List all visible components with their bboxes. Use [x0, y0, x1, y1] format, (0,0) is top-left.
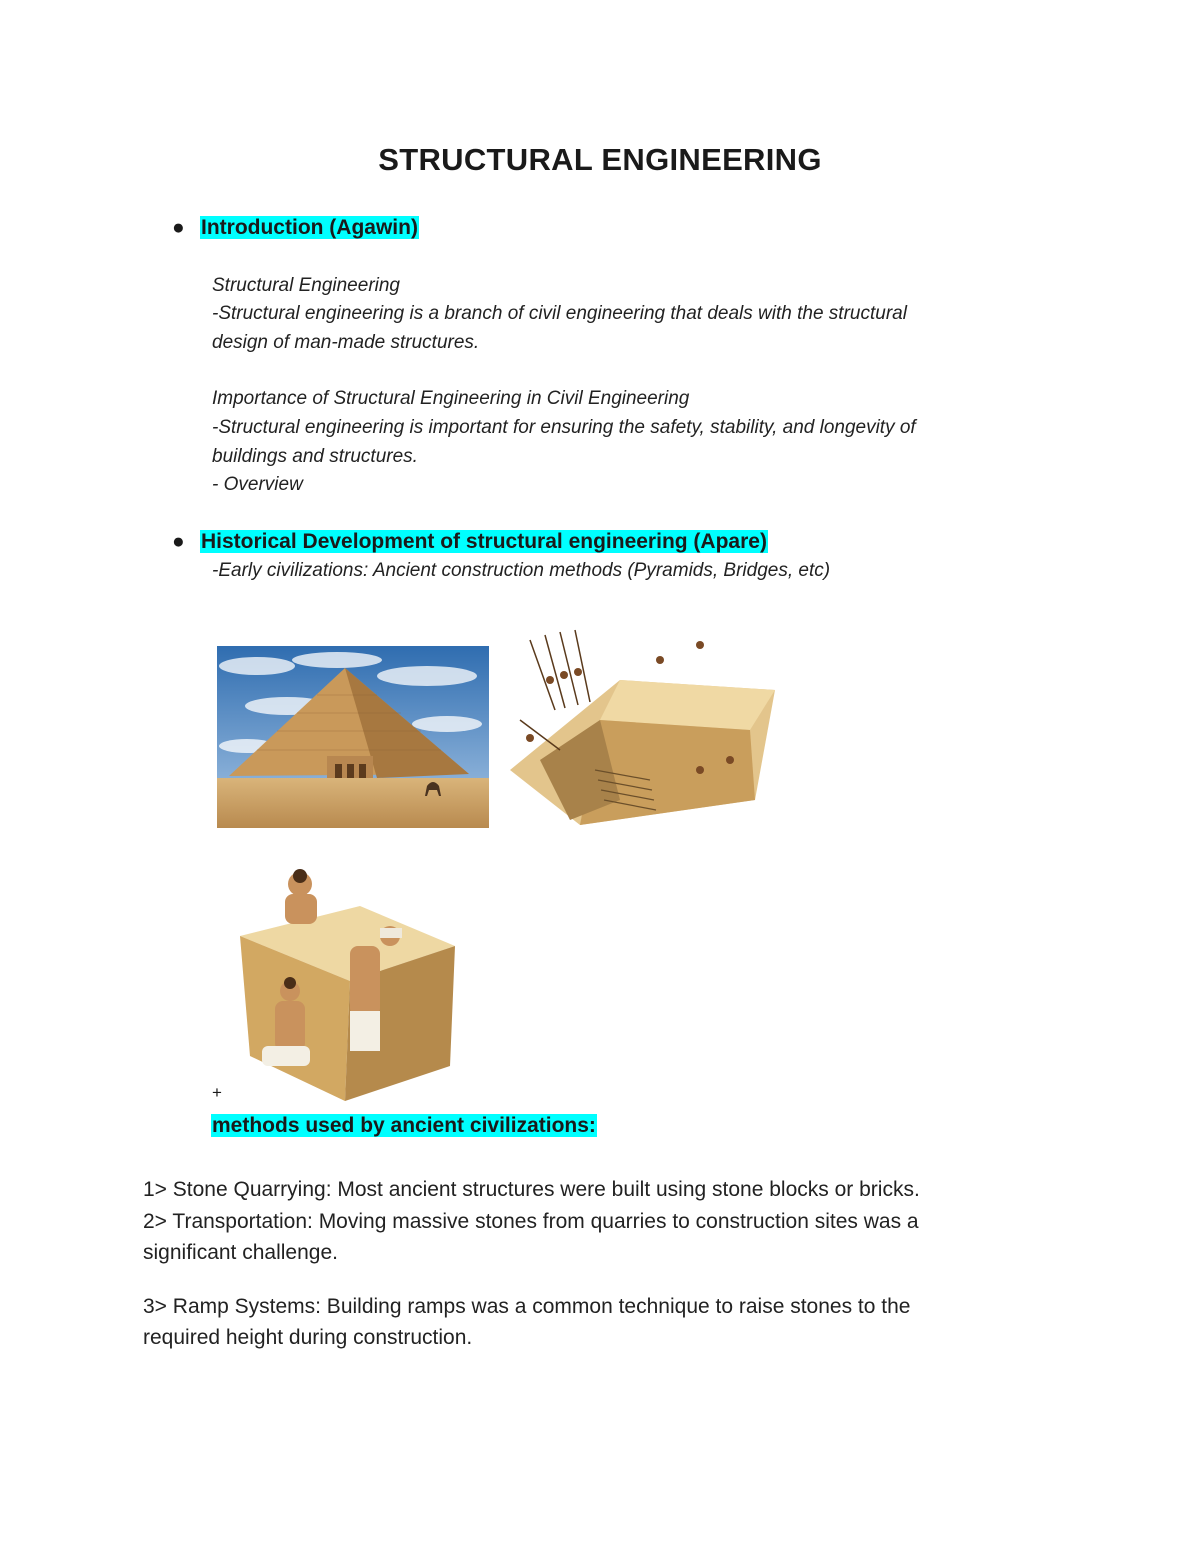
methods-heading [211, 1112, 597, 1140]
method-item: 2> Transportation: Moving massive stones from quarries to construction sites was a [143, 1210, 919, 1233]
paragraph-line: -Early civilizations: Ancient construction methods (Pyramids, Bridges, etc) [212, 560, 831, 581]
method-item: 1> Stone Quarrying: Most ancient structures were built using stone blocks or bricks. [143, 1178, 920, 1201]
pyramid-photo [217, 646, 489, 828]
bullet-icon: ● [172, 216, 185, 239]
bullet-icon: ● [172, 530, 185, 553]
methods-heading-text: methods used by ancient civilizations: [212, 1114, 596, 1137]
paragraph-line: buildings and structures. [212, 446, 418, 467]
method-item: required height during construction. [143, 1326, 473, 1349]
paragraph-line: -Structural engineering is important for ensuring the safety, stability, and longevity of [212, 417, 916, 438]
introduction-heading-text: Introduction (Agawin) [201, 216, 418, 239]
method-item: significant challenge. [143, 1241, 338, 1264]
quarry-ramp-illustration [500, 620, 775, 830]
paragraph-line: design of man-made structures. [212, 332, 480, 353]
plus-sign: + [212, 1083, 222, 1102]
historical-heading-text: Historical Development of structural engineering (Apare) [201, 530, 767, 553]
section-introduction-heading [172, 214, 419, 242]
stone-block-workers-illustration [240, 866, 455, 1101]
paragraph-line: Importance of Structural Engineering in Civil Engineering [212, 388, 690, 409]
paragraph-line: Structural Engineering [212, 275, 400, 296]
document-title: STRUCTURAL ENGINEERING [378, 142, 822, 177]
paragraph-line: - Overview [212, 474, 303, 495]
section-historical-heading [172, 528, 768, 556]
method-item: 3> Ramp Systems: Building ramps was a common technique to raise stones to the [143, 1295, 911, 1318]
paragraph-line: -Structural engineering is a branch of civil engineering that deals with the structural [212, 303, 907, 324]
